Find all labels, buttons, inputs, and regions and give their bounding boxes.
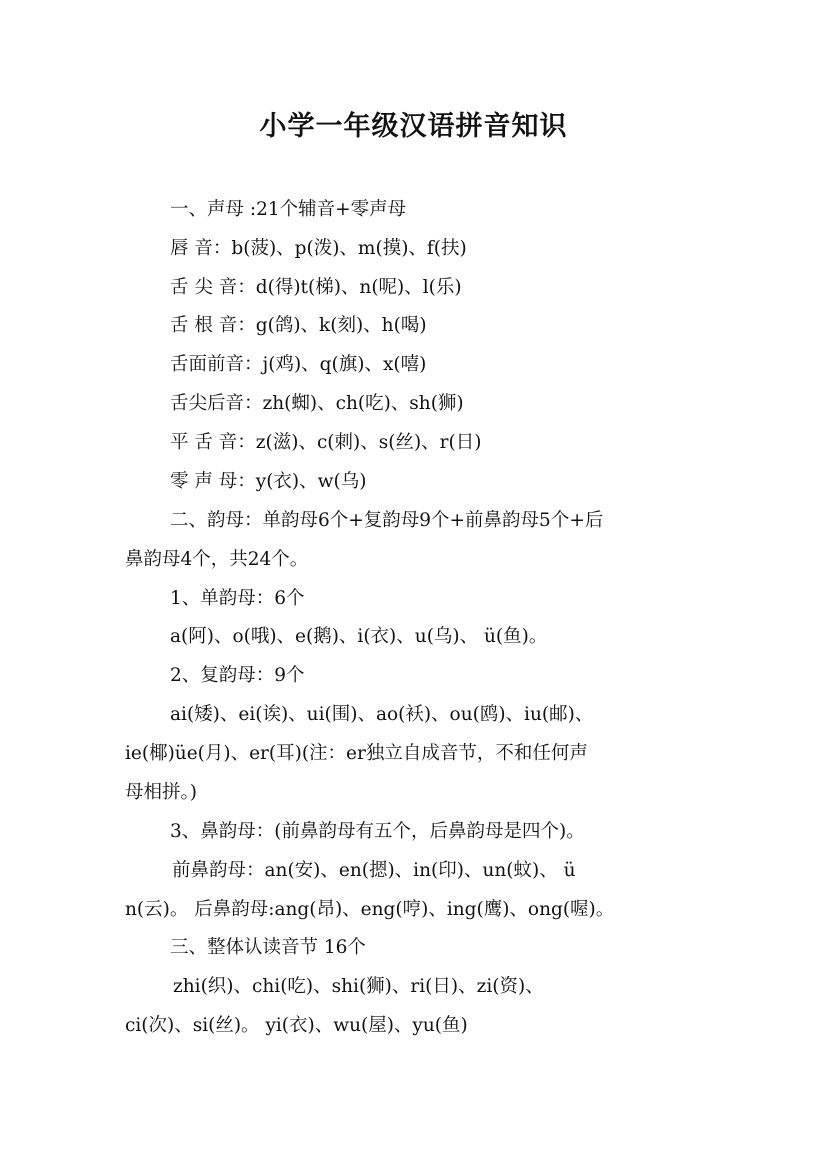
text-line: 舌面前音：j(鸡)、q(旗)、x(嘻) — [170, 354, 427, 375]
text-line: ci(次)、si(丝)。 yi(衣)、wu(屋)、yu(鱼) — [125, 1015, 468, 1036]
text-line: n(云)。 后鼻韵母:ang(昂)、eng(哼)、ing(鹰)、ong(喔)。 — [125, 899, 615, 920]
text-line: 二、韵母：单韵母6个+复韵母9个+前鼻韵母5个+后 — [170, 510, 604, 531]
text-line: 零 声 母：y(衣)、w(乌) — [170, 471, 367, 492]
text-line: 前鼻韵母：an(安)、en(摁)、in(印)、un(蚊)、 ü — [172, 860, 576, 881]
text-line: 唇 音：b(菠)、p(泼)、m(摸)、f(扶) — [170, 238, 467, 259]
text-line: 三、整体认读音节 16个 — [170, 937, 366, 958]
text-line: 平 舌 音：z(滋)、c(刺)、s(丝)、r(日) — [170, 432, 482, 453]
text-line: a(阿)、o(哦)、e(鹅)、i(衣)、u(乌)、 ü(鱼)。 — [170, 626, 548, 647]
text-line: 1、单韵母：6个 — [170, 588, 305, 609]
text-line: 一、声母 :21个辅音+零声母 — [170, 199, 407, 220]
text-line: 母相拼。) — [125, 782, 197, 803]
text-line: 舌 尖 音：d(得)t(梯)、n(呢)、l(乐) — [170, 277, 462, 298]
text-line: 舌尖后音：zh(蜘)、ch(吃)、sh(狮) — [170, 393, 464, 414]
text-line: ie(椰)üe(月)、er(耳)(注：er独立自成音节，不和任何声 — [125, 743, 588, 764]
text-line: 鼻韵母4个，共24个。 — [125, 549, 309, 570]
text-line: zhi(织)、chi(吃)、shi(狮)、ri(日)、zi(资)、 — [173, 976, 544, 997]
text-line: ai(矮)、ei(诶)、ui(围)、ao(袄)、ou(鸥)、iu(邮)、 — [170, 704, 594, 725]
text-line: 舌 根 音：g(鸽)、k(刻)、h(喝) — [170, 315, 427, 336]
document-title: 小学一年级汉语拼音知识 — [259, 111, 568, 142]
text-line: 2、复韵母：9个 — [170, 665, 305, 686]
text-line: 3、鼻韵母：(前鼻韵母有五个，后鼻韵母是四个)。 — [170, 821, 585, 842]
